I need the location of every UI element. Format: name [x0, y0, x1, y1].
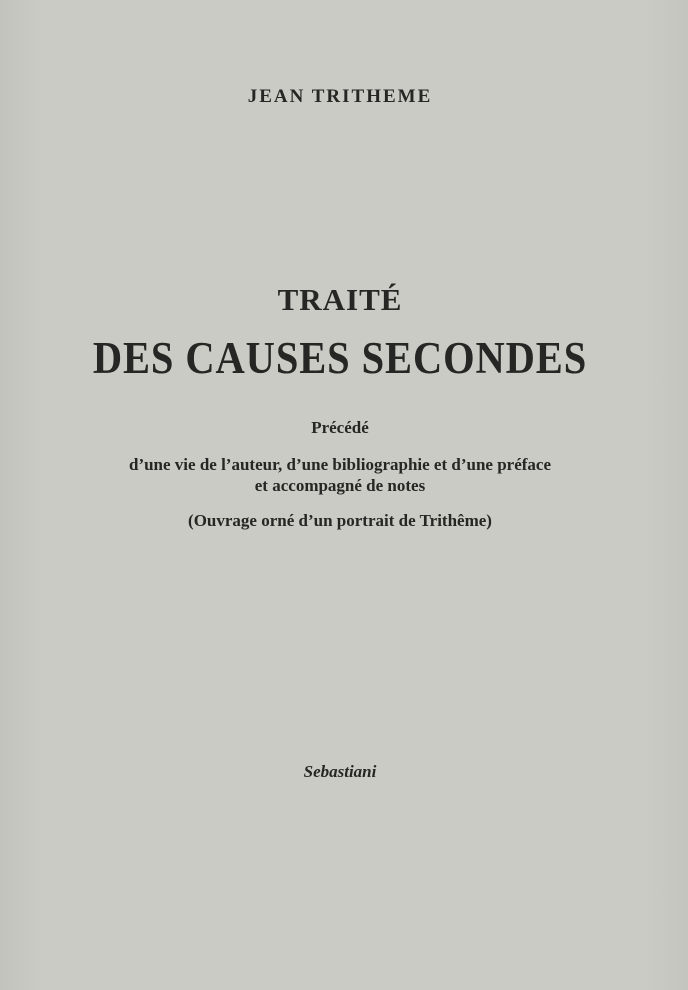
preceded-label: Précédé	[311, 418, 369, 437]
title-line-2: DES CAUSES SECONDES	[92, 333, 588, 383]
portrait-note: (Ouvrage orné d’un portrait de Trithême)	[188, 511, 492, 530]
author-name: JEAN TRITHEME	[247, 86, 433, 107]
subtitle-line-2: et accompagné de notes	[254, 476, 426, 495]
subtitle-line-1: d’une vie de l’auteur, d’une bibliographie et d’une préface	[128, 455, 552, 474]
title-line-1: TRAITÉ	[277, 282, 403, 317]
publisher-name: Sebastiani	[303, 762, 377, 781]
